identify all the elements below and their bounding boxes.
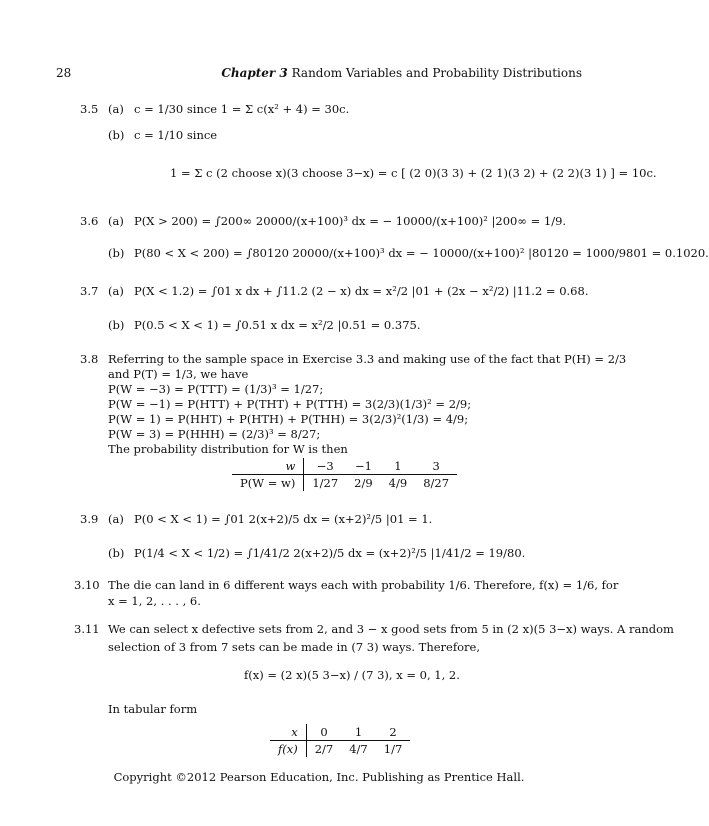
text-line: P(W = −3) = P(TTT) = (1/3)³ = 1/27; <box>108 382 324 396</box>
exercise-number: 3.10 <box>74 578 100 592</box>
text-line: In tabular form <box>108 702 198 716</box>
text-line: We can select x defective sets from 2, and 3 − x good sets from 5 in (2 x)(5 3−x) ways. A random <box>108 622 674 636</box>
part-label: (b) <box>108 546 125 560</box>
part-label: (a) <box>108 284 124 298</box>
text-line: P(W = 3) = P(HHH) = (2/3)³ = 8/27; <box>108 427 321 441</box>
exercise-number: 3.8 <box>80 352 99 366</box>
text-line: P(W = 1) = P(HHT) + P(HTH) + P(THH) = 3(2/3)²(1/3) = 4/9; <box>108 412 469 426</box>
part-label: (a) <box>108 512 124 526</box>
display-equation: f(x) = (2 x)(5 3−x) / (7 3), x = 0, 1, 2. <box>244 668 460 682</box>
solution-line: P(80 < X < 200) = ∫80120 20000/(x+100)³ dx = − 10000/(x+100)² |80120 = 1000/9801 = 0.1020. <box>134 246 709 260</box>
table-cell: −3 <box>304 458 346 475</box>
table-cell: 2 <box>376 724 411 741</box>
table-header-cell: P(W = w) <box>232 475 304 492</box>
exercise-number: 3.6 <box>80 214 99 228</box>
exercise-number: 3.11 <box>74 622 100 636</box>
text-line: The die can land in 6 different ways each with probability 1/6. Therefore, f(x) = 1/6, for <box>108 578 619 592</box>
text-line: and P(T) = 1/3, we have <box>108 367 249 381</box>
solution-line: P(0 < X < 1) = ∫01 2(x+2)/5 dx = (x+2)²/5 |01 = 1. <box>134 512 433 526</box>
text-line: Referring to the sample space in Exercise 3.3 and making use of the fact that P(H) = 2/3 <box>108 352 627 366</box>
solution-line: P(X > 200) = ∫200∞ 20000/(x+100)³ dx = − 10000/(x+100)² |200∞ = 1/9. <box>134 214 567 228</box>
text-line: P(W = −1) = P(HTT) + P(THT) + P(TTH) = 3(2/3)(1/3)² = 2/9; <box>108 397 472 411</box>
exercise-number: 3.7 <box>80 284 99 298</box>
chapter-label: Chapter 3 <box>221 66 288 80</box>
probability-table <box>270 724 410 757</box>
exercise-number: 3.9 <box>80 512 99 526</box>
table-header-cell: x <box>270 724 306 741</box>
table-cell: 2/7 <box>314 742 334 756</box>
display-equation: 1 = Σ c (2 choose x)(3 choose 3−x) = c [ (2 0)(3 3) + (2 1)(3 2) + (2 2)(3 1) ] = 10c. <box>170 166 657 180</box>
solution-line: c = 1/30 since 1 = Σ c(x² + 4) = 30c. <box>134 102 350 116</box>
table-header-cell: w <box>232 458 304 475</box>
table-header-cell: f(x) <box>270 741 306 758</box>
distribution-table <box>232 458 457 491</box>
solution-line: P(X < 1.2) = ∫01 x dx + ∫11.2 (2 − x) dx = x²/2 |01 + (2x − x²/2) |11.2 = 0.68. <box>134 284 589 298</box>
table-cell: −1 <box>346 458 381 475</box>
table-cell: 3 <box>415 458 457 475</box>
solution-line: c = 1/10 since <box>134 128 218 142</box>
solution-line: P(1/4 < X < 1/2) = ∫1/41/2 2(x+2)/5 dx = (x+2)²/5 |1/41/2 = 19/80. <box>134 546 526 560</box>
table-cell: 0 <box>306 724 341 741</box>
table-cell: 8/27 <box>423 476 450 490</box>
table-cell: 1 <box>381 458 416 475</box>
solution-line: P(0.5 < X < 1) = ∫0.51 x dx = x²/2 |0.51 = 0.375. <box>134 318 421 332</box>
table-cell: 4/7 <box>349 742 368 756</box>
chapter-title: Random Variables and Probability Distributions <box>291 66 582 80</box>
text-line: x = 1, 2, . . . , 6. <box>108 594 201 608</box>
table-cell: 1 <box>341 724 376 741</box>
table-cell: 2/9 <box>354 476 373 490</box>
part-label: (b) <box>108 246 125 260</box>
part-label: (a) <box>108 102 124 116</box>
table-cell: 1/27 <box>312 476 339 490</box>
text-line: The probability distribution for W is then <box>108 442 348 456</box>
part-label: (b) <box>108 318 125 332</box>
exercise-number: 3.5 <box>80 102 99 116</box>
running-header <box>221 66 582 80</box>
text-line: selection of 3 from 7 sets can be made in (7 3) ways. Therefore, <box>108 640 480 654</box>
table-cell: 4/9 <box>388 476 408 490</box>
copyright-footer: Copyright ©2012 Pearson Education, Inc. Publishing as Prentice Hall. <box>113 770 525 784</box>
table-cell: 1/7 <box>383 742 403 756</box>
part-label: (a) <box>108 214 124 228</box>
page-number: 28 <box>56 66 72 80</box>
part-label: (b) <box>108 128 125 142</box>
